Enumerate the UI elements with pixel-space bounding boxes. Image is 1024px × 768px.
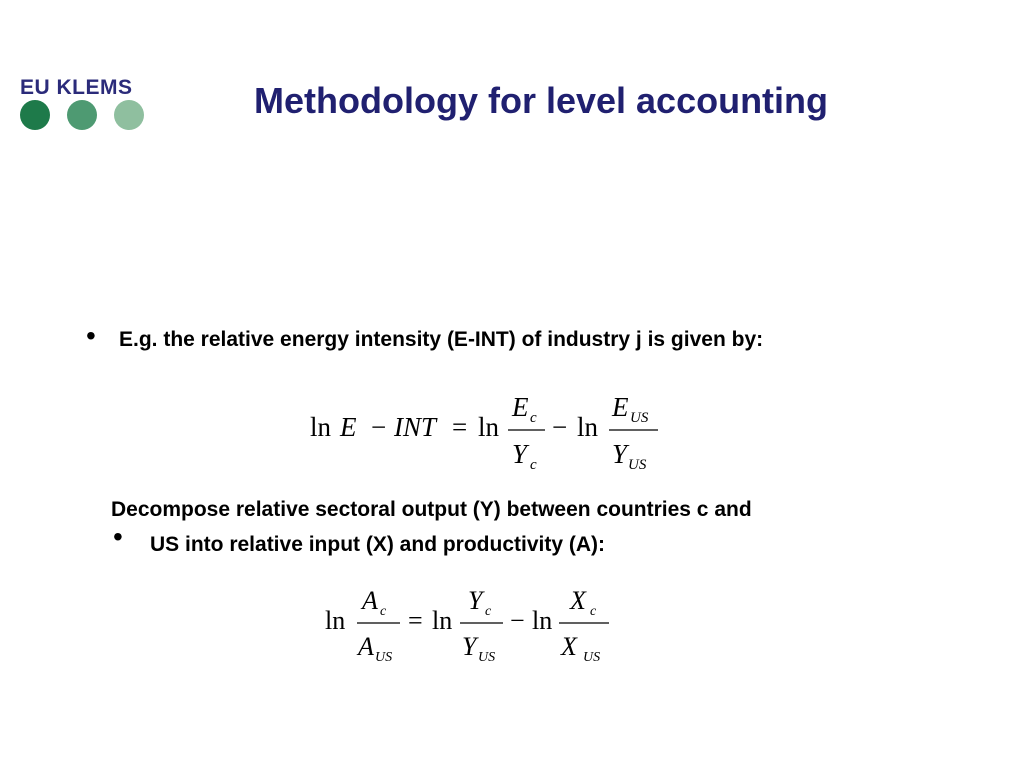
eq2-frac3-denominator-sub: US — [583, 650, 601, 665]
eq1-frac1-denominator: Y — [512, 439, 528, 469]
slide-title: Methodology for level accounting — [254, 80, 829, 121]
eq2-frac1-numerator: A — [362, 586, 378, 615]
eq2-minus: − — [510, 606, 525, 635]
eq2-equals: = — [408, 606, 423, 635]
bullet-marker: • — [113, 521, 123, 552]
eq2-frac1-denominator-sub: US — [375, 650, 393, 665]
eq1-int: INT — [394, 412, 437, 442]
eq1-frac1-denominator-sub: c — [530, 457, 537, 473]
eq2-ln-3: ln — [532, 606, 553, 635]
eq1-frac2-denominator-sub: US — [628, 457, 647, 473]
eq1-minus: − — [371, 412, 387, 442]
eq2-frac3-numerator: X — [570, 586, 586, 615]
equation-productivity-decomposition — [315, 580, 625, 675]
eq2-frac2-numerator-sub: c — [485, 604, 492, 619]
logo-dot-dark — [20, 100, 50, 130]
eq1-frac1-numerator-sub: c — [530, 410, 537, 426]
eq2-frac1-numerator-sub: c — [380, 604, 387, 619]
eq2-frac3-denominator: X — [561, 632, 577, 661]
eu-klems-logo — [20, 76, 150, 132]
bullet-text-decompose-line2: US into relative input (X) and productivity (A): — [150, 533, 606, 556]
bullet-text-energy-intensity: E.g. the relative energy intensity (E-INT) of industry j is given by: — [119, 328, 764, 351]
eq1-frac1-numerator: E — [512, 392, 529, 422]
logo-dot-medium — [67, 100, 97, 130]
eq1-equals: = — [452, 412, 468, 442]
logo-dot-light — [114, 100, 144, 130]
eq2-frac2-numerator: Y — [468, 586, 483, 615]
eq1-frac2-denominator: Y — [612, 439, 628, 469]
eq1-frac2-numerator-sub: US — [630, 410, 649, 426]
eq2-ln: ln — [325, 606, 346, 635]
eq2-frac3-numerator-sub: c — [590, 604, 597, 619]
eq1-ln-2: ln — [478, 412, 500, 442]
bullet-text-decompose-line1: Decompose relative sectoral output (Y) between countries c and — [111, 498, 752, 521]
eq2-frac2-denominator: Y — [462, 632, 477, 661]
eq2-ln-2: ln — [432, 606, 453, 635]
bullet-marker: • — [86, 320, 96, 351]
logo-text: EU KLEMS — [20, 76, 133, 99]
eq1-ln-3: ln — [577, 412, 599, 442]
eq1-minus-2: − — [552, 412, 568, 442]
eq2-frac2-denominator-sub: US — [478, 650, 496, 665]
eq1-ln: ln — [310, 412, 332, 442]
eq1-e: E — [340, 412, 357, 442]
equation-energy-intensity — [300, 385, 680, 485]
eq2-frac1-denominator: A — [358, 632, 374, 661]
eq1-frac2-numerator: E — [612, 392, 629, 422]
